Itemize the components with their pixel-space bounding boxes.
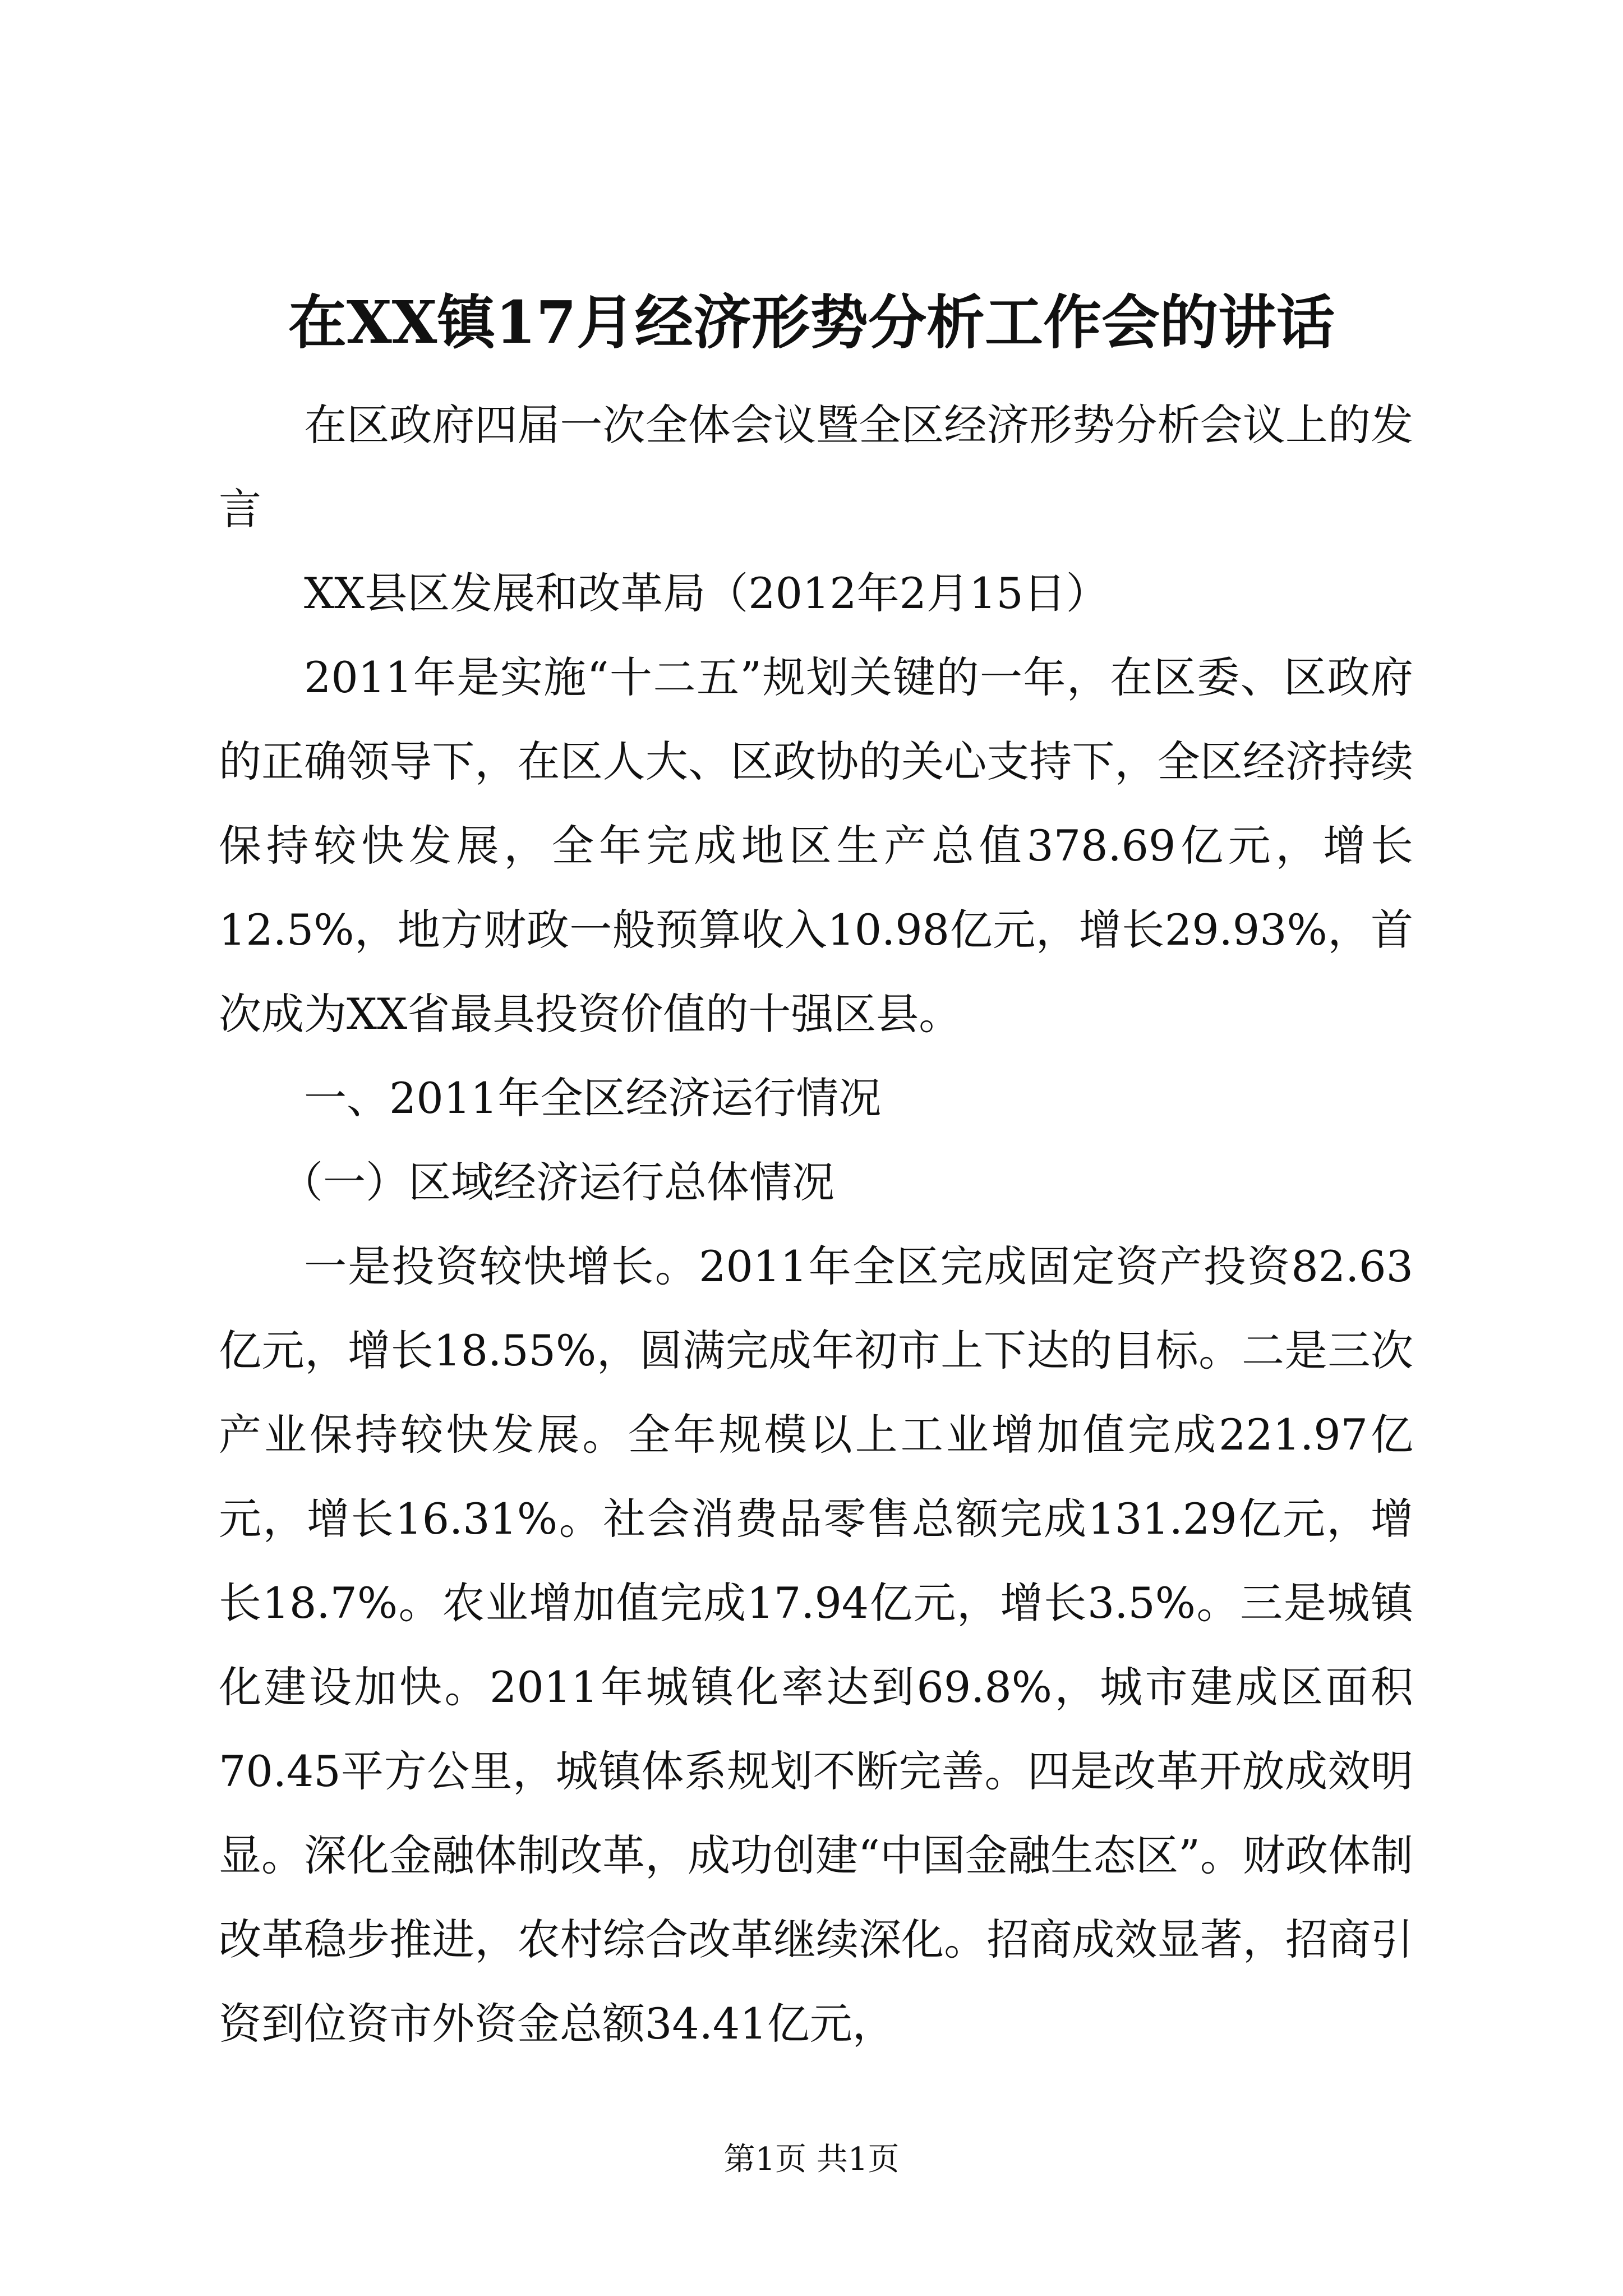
paragraph-occasion: 在区政府四届一次全体会议暨全区经济形势分析会议上的发言 <box>219 400 1413 534</box>
paragraph-speaker: XX县区发展和改革局（2012年2月15日） <box>304 568 1109 618</box>
paragraph-details: 一是投资较快增长。2011年全区完成固定资产投资82.63亿元，增长18.55%，圆满完成年初市上下达的目标。二是三次产业保持较快发展。全年规模以上工业增加值完成221.97亿元，增长16.31%。社会消费品零售总额完成131.29亿元，增长18.7%。农业增加值完成17.94亿元，增长3.5%。三是城镇化建设加快。2011年城镇化率达到69.8%，城市建成区面积70.45平方公里，城镇体系规划不断完善。四是改革开放成效明显。深化金融体制改革，成功创建“中国金融生态区”。财政体制改革稳步推进，农村综合改革继续深化。招商成效显著，招商引资到位资市外资金总额34.41亿元， <box>219 1241 1413 2049</box>
paragraph-intro: 2011年是实施“十二五”规划关键的一年，在区委、区政府的正确领导下，在区人大、区政协的关心支持下，全区经济持续保持较快发展，全年完成地区生产总值378.69亿元，增长12.5%，地方财政一般预算收入10.98亿元，增长29.93%，首次成为XX省最具投资价值的十强区县。 <box>219 652 1413 1039</box>
section-heading: 一、2011年全区经济运行情况 <box>304 1073 882 1123</box>
subsection-heading: （一）区域经济运行总体情况 <box>280 1157 834 1207</box>
page-footer: 第1页 共1页 <box>723 2141 900 2178</box>
document-body <box>219 383 1413 2066</box>
document-title: 在XX镇17月经济形势分析工作会的讲话 <box>288 288 1335 357</box>
